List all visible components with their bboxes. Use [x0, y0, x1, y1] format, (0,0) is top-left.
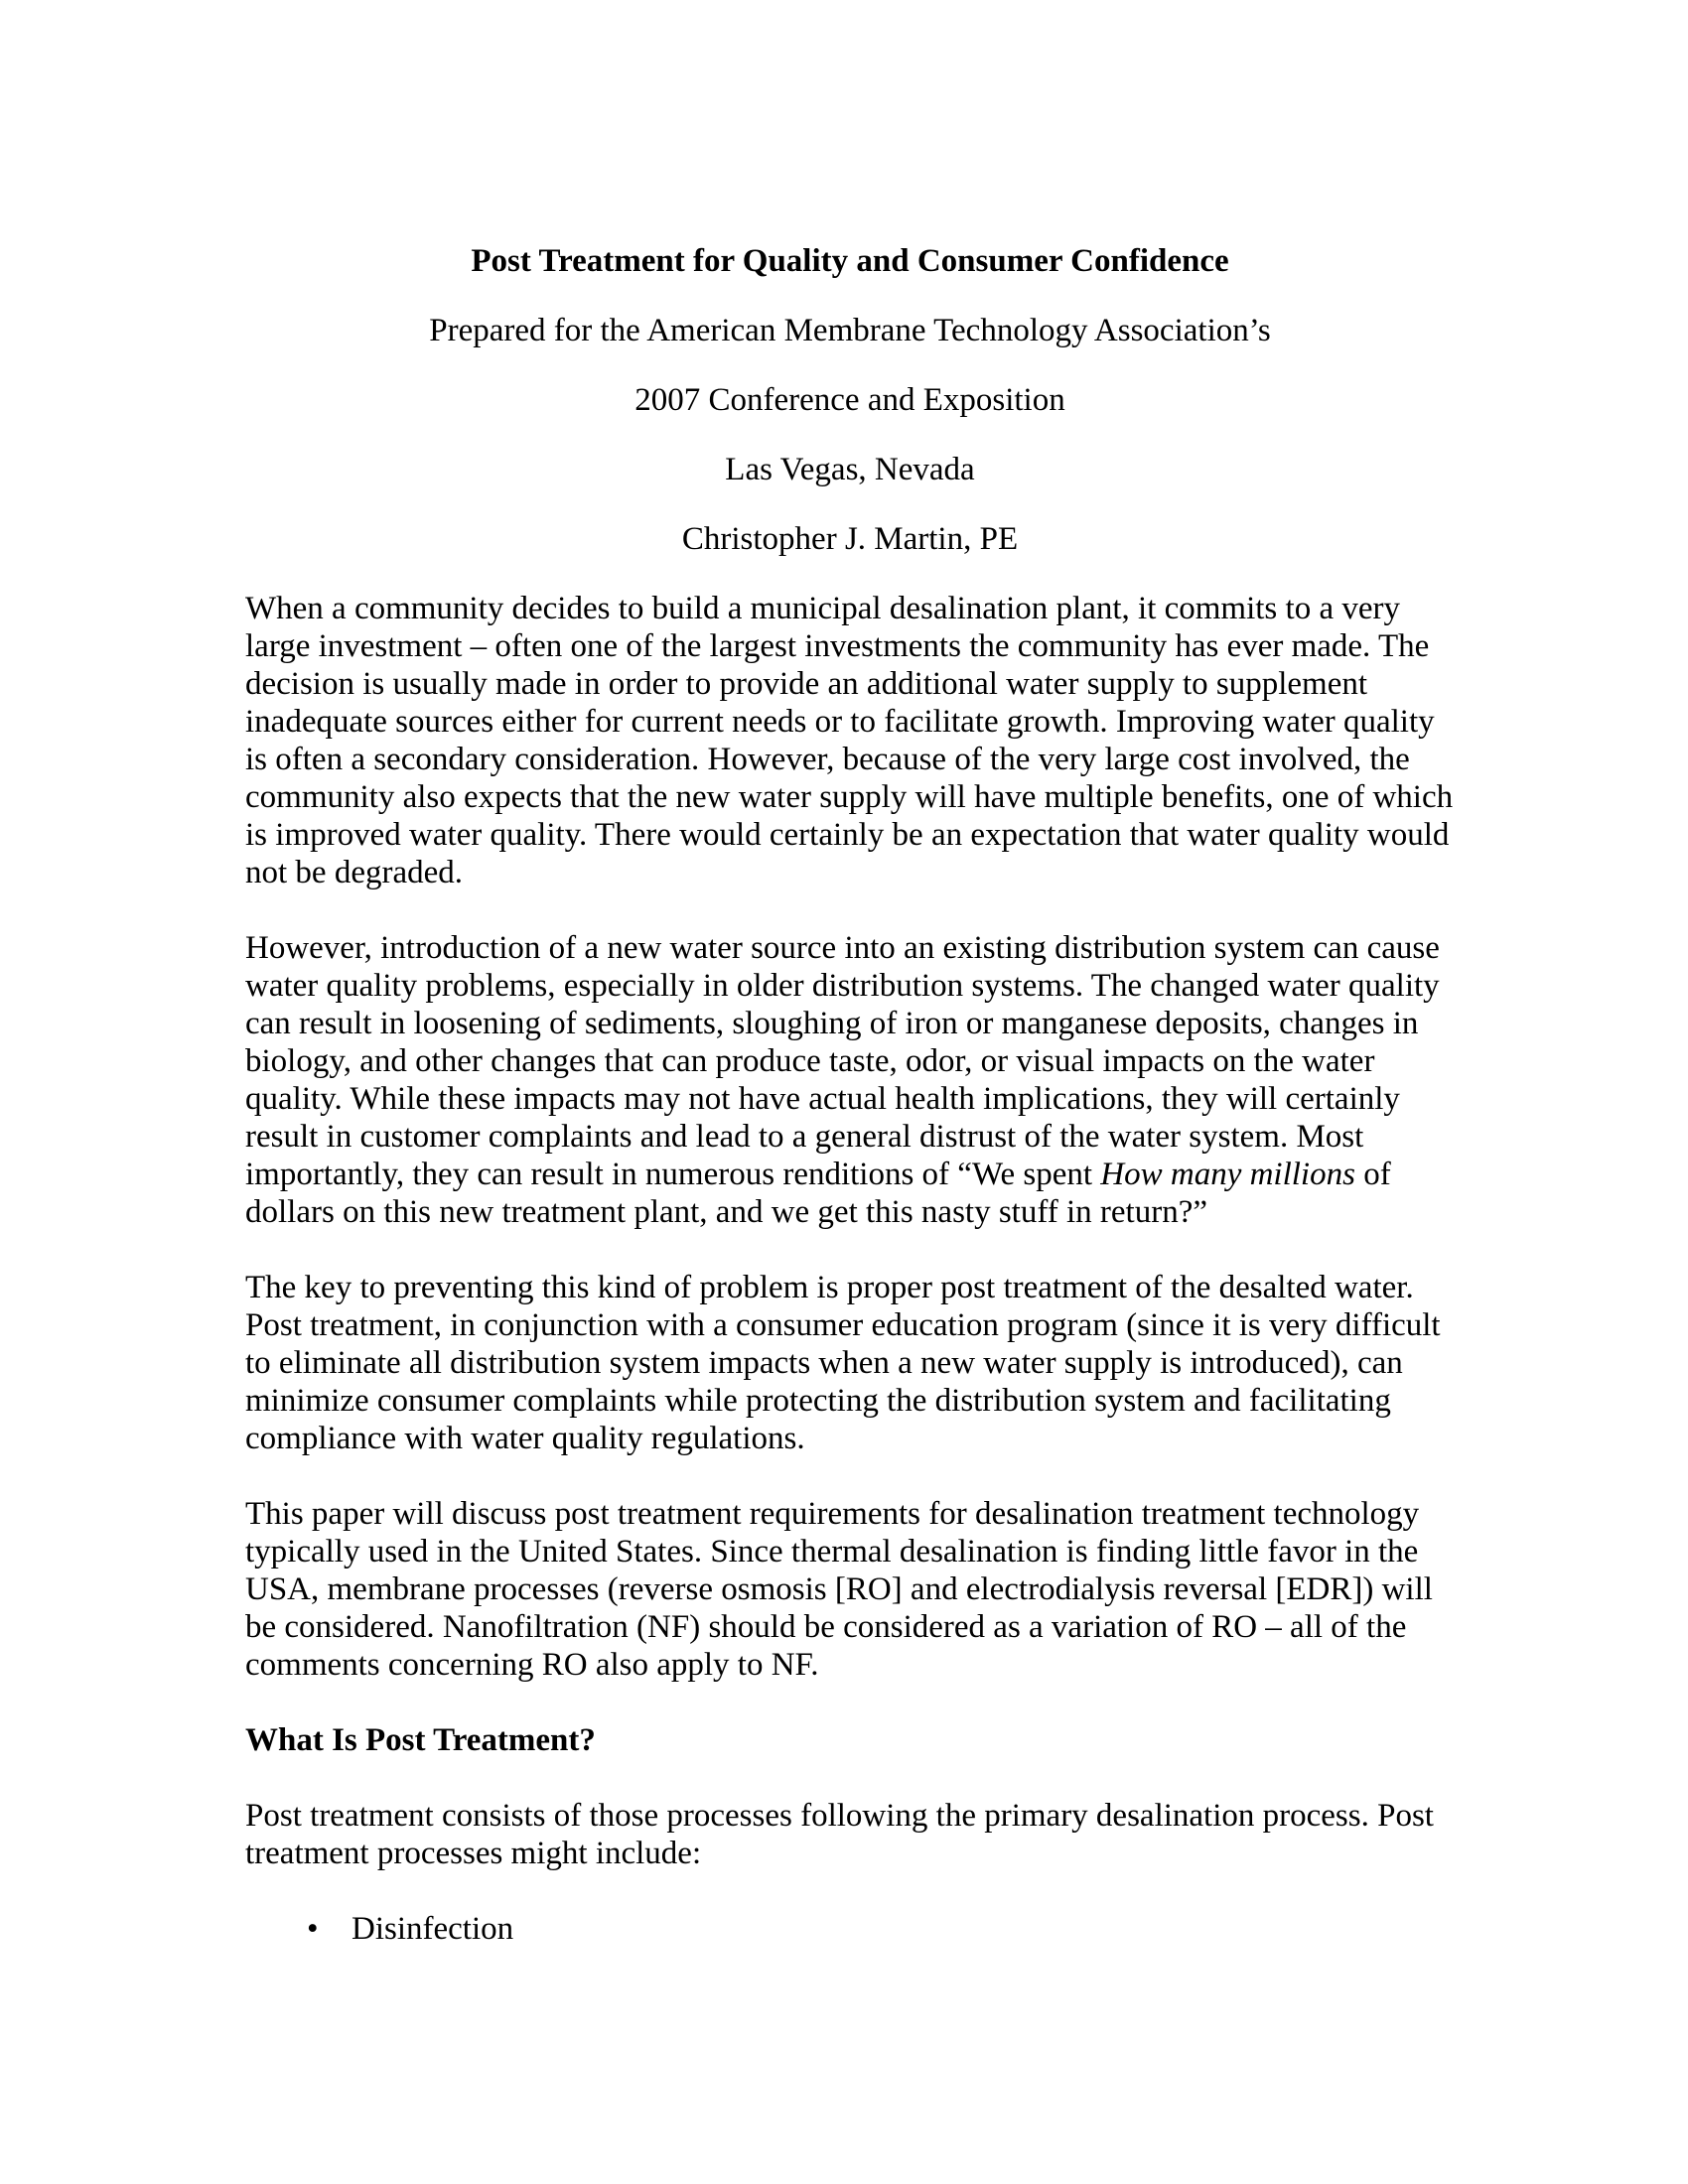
paragraph-2-text-before-italic: However, introduction of a new water source into an existing distribution system can cause water quality problems, especially in older distribution systems. The changed water quality can result in loosening of sediments, sloughing of iron or manganese deposits, changes in biology, and other changes that can produce taste, odor, or visual impacts on the water quality. While these impacts may not have actual health implications, they will certainly result in customer complaints and lead to a general distrust of the water system. Most importantly, they can result in numerous renditions of “We spent — [245, 930, 1440, 1192]
document-title: Post Treatment for Quality and Consumer Confidence — [471, 243, 1229, 279]
post-treatment-process-list — [245, 1910, 1455, 1948]
paragraph-intro-investment: When a community decides to build a municipal desalination plant, it commits to a very large investment – often one of the largest investments the community has ever made. The decision is usually made in order to provide an additional water supply to supplement inadequate sources either for current needs or to facilitate growth. Improving water quality is often a secondary consideration. However, because of the very large cost involved, the community also expects that the new water supply will have multiple benefits, one of which is improved water quality. There would certainly be an expectation that water quality would not be degraded. — [245, 591, 1454, 890]
paragraph-2-text-after-italic: of dollars on this new treatment plant, and we get this nasty stuff in return?” — [245, 1157, 1391, 1230]
paragraph-key-to-preventing: The key to preventing this kind of problem is proper post treatment of the desalted water. Post treatment, in conjunction with a consumer education program (since it is very difficult to eliminate all distribution system impacts when a new water supply is introduced), can minimize consumer complaints while protecting the distribution system and facilitating compliance with water quality regulations. — [245, 1270, 1441, 1456]
subtitle-conference: 2007 Conference and Exposition — [634, 382, 1065, 418]
title-block — [245, 242, 1455, 558]
author-name: Christopher J. Martin, PE — [681, 521, 1019, 557]
list-item-label: Disinfection — [352, 1911, 514, 1947]
subtitle-location: Las Vegas, Nevada — [725, 452, 975, 487]
section-heading-what-is-post-treatment: What Is Post Treatment? — [245, 1722, 596, 1758]
paragraph-2-italic-phrase: How many millions — [1100, 1157, 1355, 1192]
paragraph-water-quality-problems — [245, 929, 1455, 1231]
list-item-disinfection — [245, 1910, 1455, 1948]
paragraph-paper-scope: This paper will discuss post treatment requirements for desalination treatment technology typically used in the United States. Since thermal desalination is finding little favor in the USA, membrane processes (reverse osmosis [RO] and electrodialysis reversal [EDR]) will be considered. Nanofiltration (NF) should be considered as a variation of RO – all of the comments concerning RO also apply to NF. — [245, 1496, 1433, 1683]
subtitle-prepared-for: Prepared for the American Membrane Technology Association’s — [429, 313, 1271, 348]
bullet-icon: • — [307, 1911, 319, 1947]
paragraph-post-treatment-definition: Post treatment consists of those processes following the primary desalination process. Post treatment processes might include: — [245, 1798, 1434, 1871]
document-body — [245, 590, 1455, 1948]
